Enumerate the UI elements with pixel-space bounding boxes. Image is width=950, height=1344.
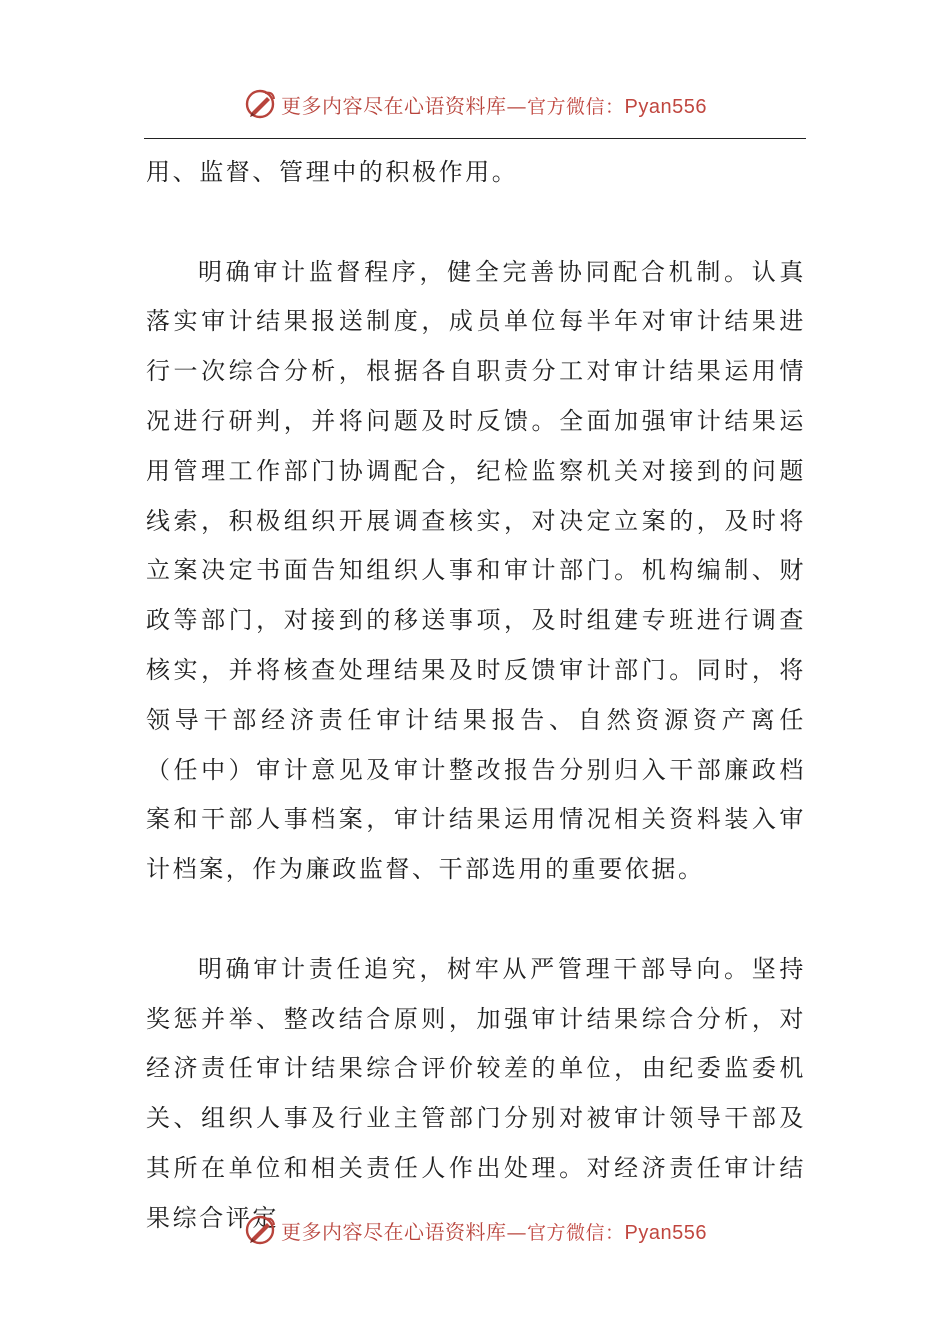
document-body xyxy=(146,148,806,1244)
pen-logo-icon xyxy=(243,87,277,121)
header-banner-label: 官方微信： xyxy=(527,95,625,118)
footer-banner-account: Pyan556 xyxy=(624,1221,707,1244)
footer-banner-dash: — xyxy=(506,1219,527,1244)
header-banner-dash: — xyxy=(506,93,527,118)
header-banner-text xyxy=(281,90,707,119)
footer-banner xyxy=(0,1210,950,1250)
footer-banner-text xyxy=(281,1216,707,1245)
footer-banner-label: 官方微信： xyxy=(527,1221,625,1244)
paragraph-audit-accountability: 明确审计责任追究，树牢从严管理干部导向。坚持奖惩并举、整改结合原则，加强审计结果综合分析，对经济责任审计结果综合评价较差的单位，由纪委监委机关、组织人事及行业主管部门分别对被审计领导干部及其所在单位和相关责任人作出处理。对经济责任审计结果综合评定 xyxy=(146,954,806,1232)
header-banner-account: Pyan556 xyxy=(624,95,707,118)
paragraph-gap xyxy=(146,198,806,248)
header-divider xyxy=(144,138,806,139)
paragraph-gap xyxy=(146,895,806,945)
footer-banner-main: 更多内容尽在心语资料库 xyxy=(281,1219,507,1244)
paragraph-continuation: 用、监督、管理中的积极作用。 xyxy=(146,158,519,186)
pen-logo-icon xyxy=(243,1213,277,1247)
paragraph-audit-procedure: 明确审计监督程序，健全完善协同配合机制。认真落实审计结果报送制度，成员单位每半年对审计结果进行一次综合分析，根据各自职责分工对审计结果运用情况进行研判，并将问题及时反馈。全面加强审计结果运用管理工作部门协调配合，纪检监察机关对接到的问题线索，积极组织开展调查核实，对决定立案的，及时将立案决定书面告知组织人事和审计部门。机构编制、财政等部门，对接到的移送事项，及时组建专班进行调查核实，并将核查处理结果及时反馈审计部门。同时，将领导干部经济责任审计结果报告、自然资源资产离任（任中）审计意见及审计整改报告分别归入干部廉政档案和干部人事档案，审计结果运用情况相关资料装入审计档案，作为廉政监督、干部选用的重要依据。 xyxy=(146,257,806,884)
header-banner xyxy=(0,84,950,124)
header-banner-main: 更多内容尽在心语资料库 xyxy=(281,93,507,118)
